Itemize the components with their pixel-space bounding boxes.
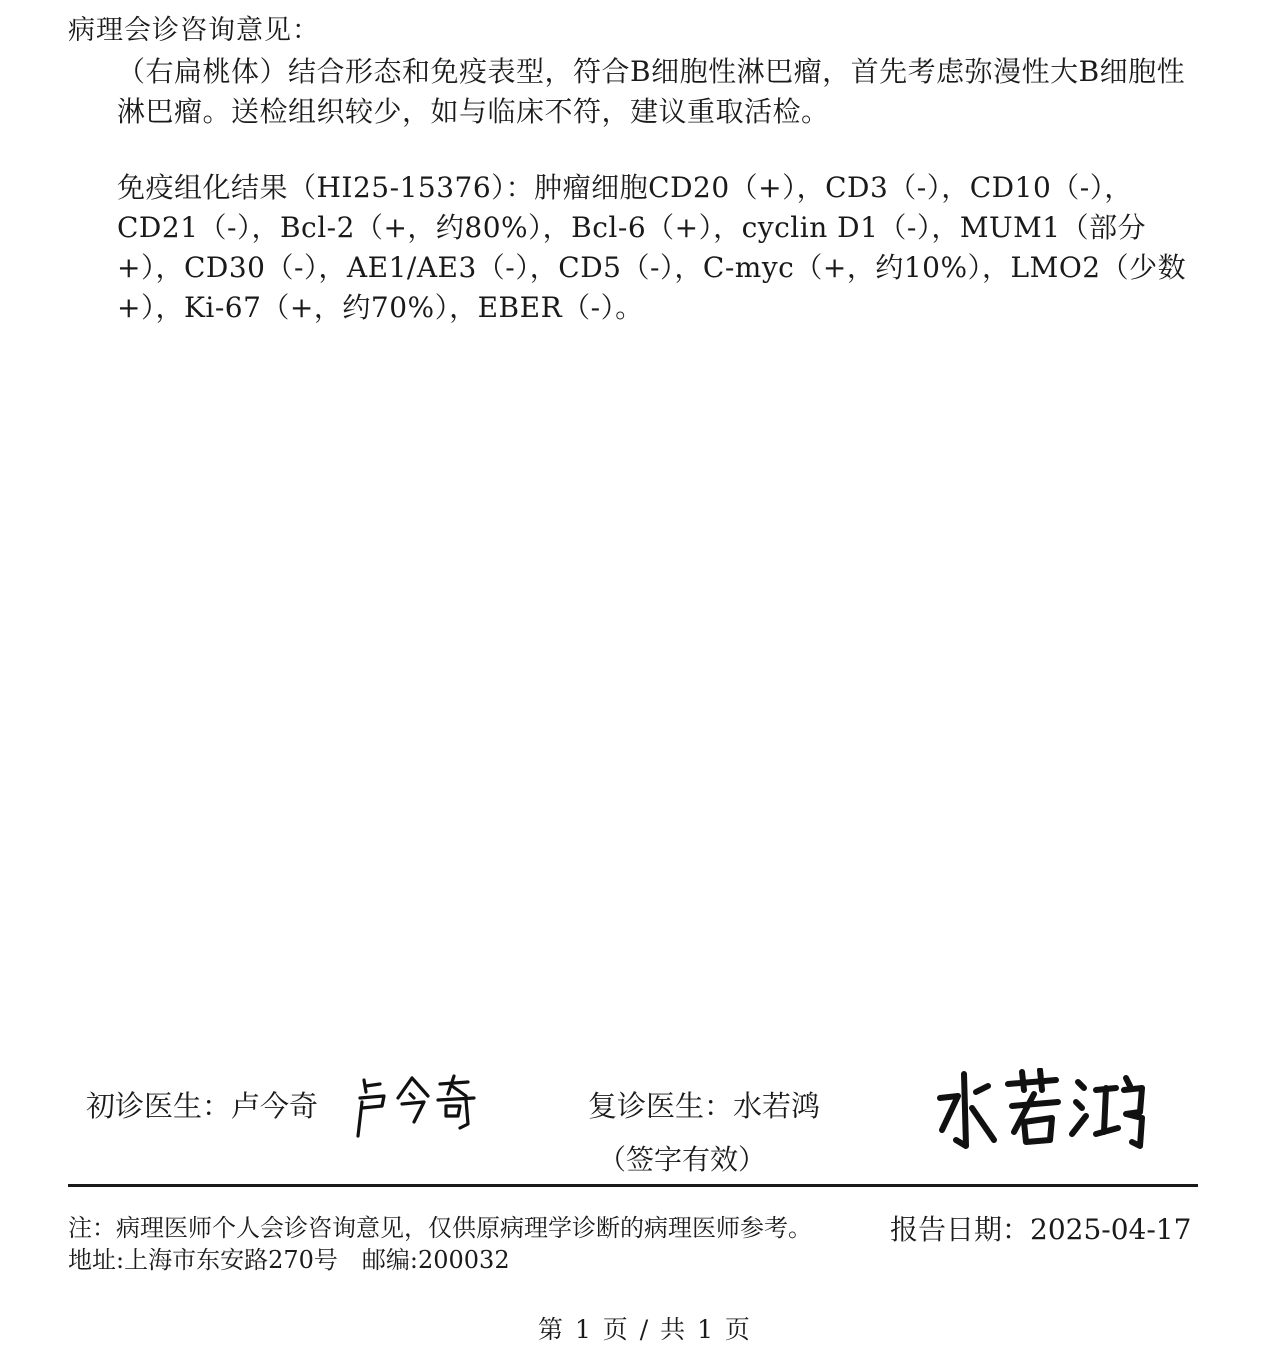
second-doctor-signature: [930, 1068, 1150, 1160]
first-doctor-signature: [350, 1072, 480, 1140]
second-doctor: [588, 1084, 820, 1125]
diagnosis-text: （右扁桃体）结合形态和免疫表型，符合B细胞性淋巴瘤，首先考虑弥漫性大B细胞性淋巴瘤。送检组织较少，如与临床不符，建议重取活检。: [117, 55, 1186, 128]
ihc-result-text: 免疫组化结果（HI25-15376）：肿瘤细胞CD20（+），CD3（-），CD10（-），CD21（-），Bcl-2（+，约80%），Bcl-6（+），cyclin D1（-），MUM1（部分+），CD30（-），AE1/AE3（-），CD5（-），C-myc（+，约10%），LMO2（少数+），Ki-67（+，约70%），EBER（-）。: [117, 171, 1187, 324]
section-heading: 病理会诊咨询意见：: [68, 15, 320, 46]
second-doctor-name: 水若鸿: [733, 1089, 821, 1123]
second-doctor-label: 复诊医生：: [588, 1089, 734, 1123]
report-date: 报告日期：2025-04-17: [890, 1213, 1192, 1246]
footer-note: 注：病理医师个人会诊咨询意见，仅供原病理学诊断的病理医师参考。: [68, 1214, 812, 1242]
first-doctor-name: 卢今奇: [231, 1089, 319, 1123]
first-doctor: [86, 1084, 318, 1125]
signature-validity-note: （签字有效）: [598, 1143, 767, 1176]
footer-divider: [68, 1184, 1198, 1187]
first-doctor-label: 初诊医生：: [86, 1089, 232, 1123]
page-number: 第 1 页 / 共 1 页: [538, 1315, 750, 1344]
footer-address: 地址:上海市东安路270号 邮编:200032: [68, 1246, 510, 1274]
